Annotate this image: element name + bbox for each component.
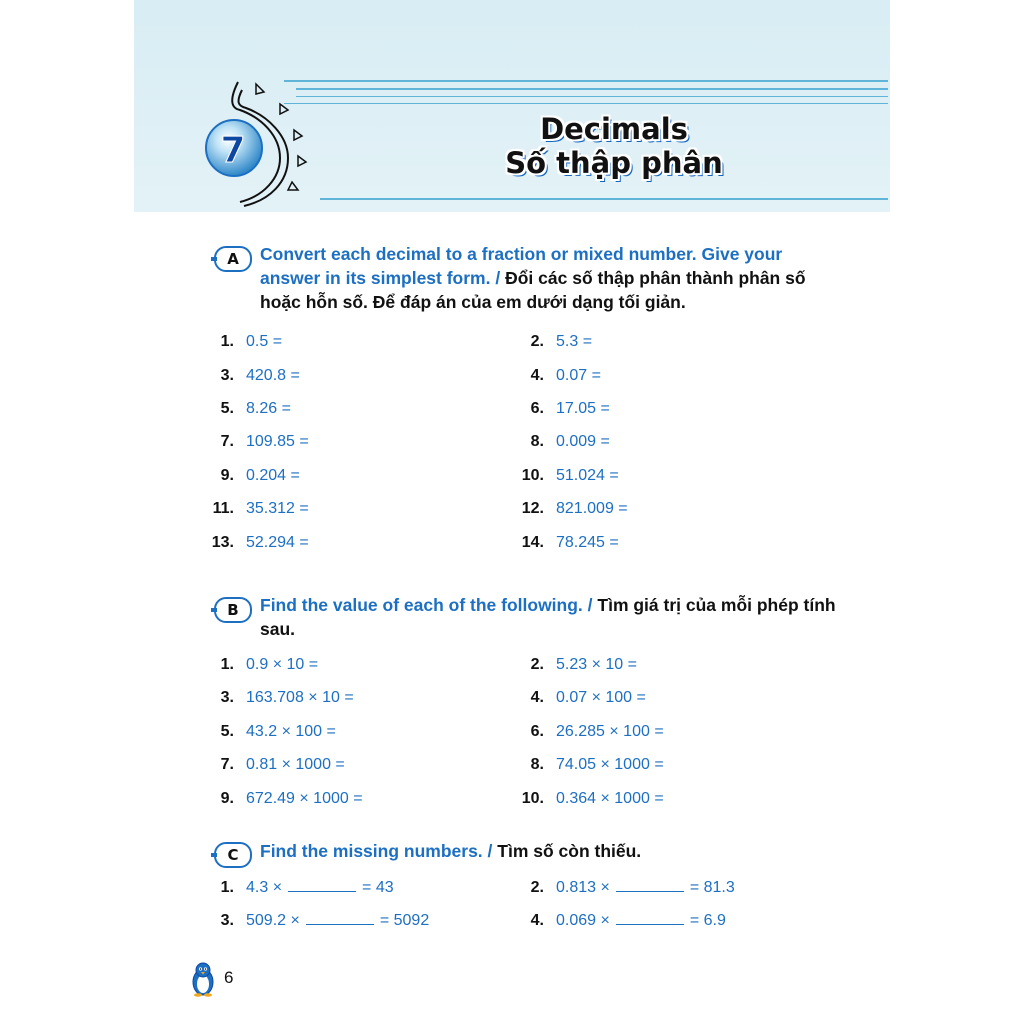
item-expression: 0.9 × 10 = xyxy=(246,656,319,673)
item-expression: 0.204 = xyxy=(246,467,300,484)
page-footer xyxy=(188,960,308,1000)
item-number: 13. xyxy=(211,534,234,551)
item-number: 1. xyxy=(220,656,234,673)
instruction-vi: Tìm số còn thiếu. xyxy=(497,841,642,861)
item-expression xyxy=(556,879,735,897)
instruction-en: Find the missing numbers. / xyxy=(260,841,493,861)
item-expression: 0.009 = xyxy=(556,433,610,450)
item-expression: 163.708 × 10 = xyxy=(246,689,354,706)
item-number: 7. xyxy=(220,756,234,773)
item-expression: 51.024 = xyxy=(556,467,619,484)
item-number: 7. xyxy=(220,433,234,450)
item-expression: 821.009 = xyxy=(556,500,628,517)
item-number: 6. xyxy=(530,723,544,740)
instruction-vi: Tìm giá trị của mỗi phép tính sau. xyxy=(260,595,836,639)
item-number: 5. xyxy=(220,400,234,417)
instruction-vi: Đổi các số thập phân thành phân số hoặc hỗn số. Để đáp án của em dưới dạng tối giản. xyxy=(260,268,806,312)
item-expression xyxy=(246,912,429,930)
header-line xyxy=(320,198,888,200)
item-expression: 672.49 × 1000 = xyxy=(246,790,363,807)
item-expression: 35.312 = xyxy=(246,500,309,517)
header-line xyxy=(284,80,888,82)
answer-blank[interactable] xyxy=(616,879,684,892)
section-c-badge: C xyxy=(214,842,252,868)
item-number: 3. xyxy=(220,689,234,706)
item-expression xyxy=(556,912,726,930)
item-expression: 78.245 = xyxy=(556,534,619,551)
item-number: 4. xyxy=(530,367,544,384)
chapter-title xyxy=(414,112,814,180)
item-number: 14. xyxy=(521,534,544,551)
section-a-badge: A xyxy=(214,246,252,272)
item-expression: 8.26 = xyxy=(246,400,291,417)
expr-right: = 81.3 xyxy=(689,879,735,896)
header-line xyxy=(284,103,888,104)
expr-left: 509.2 × xyxy=(246,912,300,929)
section-b-instruction xyxy=(260,593,840,641)
chapter-number-badge xyxy=(200,78,310,208)
header-line xyxy=(296,96,888,97)
item-expression: 0.07 = xyxy=(556,367,601,384)
item-number: 4. xyxy=(530,689,544,706)
chapter-header xyxy=(134,0,890,212)
section-b-badge: B xyxy=(214,597,252,623)
item-number: 8. xyxy=(530,756,544,773)
item-number: 8. xyxy=(530,433,544,450)
item-expression xyxy=(246,879,394,897)
page-number: 6 xyxy=(224,968,234,987)
item-expression: 109.85 = xyxy=(246,433,309,450)
item-expression: 0.5 = xyxy=(246,333,283,350)
answer-blank[interactable] xyxy=(288,879,356,892)
item-expression: 0.81 × 1000 = xyxy=(246,756,345,773)
item-number: 2. xyxy=(530,656,544,673)
item-number: 3. xyxy=(220,912,234,929)
item-expression: 52.294 = xyxy=(246,534,309,551)
item-expression: 17.05 = xyxy=(556,400,610,417)
item-expression: 26.285 × 100 = xyxy=(556,723,664,740)
penguin-icon xyxy=(188,960,218,998)
item-number: 4. xyxy=(530,912,544,929)
expr-right: = 6.9 xyxy=(689,912,726,929)
item-number: 11. xyxy=(212,500,234,517)
answer-blank[interactable] xyxy=(616,912,684,925)
header-line xyxy=(296,88,888,90)
item-expression: 0.364 × 1000 = xyxy=(556,790,664,807)
item-number: 12. xyxy=(521,500,544,517)
item-number: 5. xyxy=(220,723,234,740)
item-number: 10. xyxy=(521,790,544,807)
workbook-page xyxy=(134,0,890,1024)
section-a-instruction xyxy=(260,242,840,314)
instruction-en: Convert each decimal to a fraction or mixed number. Give your answer in its simplest form. / xyxy=(260,244,783,288)
item-expression: 5.23 × 10 = xyxy=(556,656,637,673)
item-expression: 420.8 = xyxy=(246,367,300,384)
item-number: 1. xyxy=(220,333,234,350)
item-expression: 74.05 × 1000 = xyxy=(556,756,664,773)
chapter-number: 7 xyxy=(220,130,246,171)
item-number: 6. xyxy=(530,400,544,417)
item-number: 10. xyxy=(521,467,544,484)
item-expression: 0.07 × 100 = xyxy=(556,689,646,706)
item-expression: 43.2 × 100 = xyxy=(246,723,336,740)
expr-left: 0.813 × xyxy=(556,879,610,896)
expr-left: 0.069 × xyxy=(556,912,610,929)
item-number: 9. xyxy=(220,467,234,484)
item-number: 2. xyxy=(530,333,544,350)
item-number: 2. xyxy=(530,879,544,896)
item-number: 9. xyxy=(220,790,234,807)
item-number: 3. xyxy=(220,367,234,384)
item-expression: 5.3 = xyxy=(556,333,593,350)
expr-left: 4.3 × xyxy=(246,879,283,896)
expr-right: = 43 xyxy=(362,879,394,896)
item-number: 1. xyxy=(220,879,234,896)
section-c-instruction xyxy=(260,839,840,863)
chapter-title-en: Decimals xyxy=(540,112,688,146)
chapter-title-vi: Số thập phân xyxy=(505,146,723,181)
answer-blank[interactable] xyxy=(306,912,374,925)
instruction-en: Find the value of each of the following. / xyxy=(260,595,593,615)
expr-right: = 5092 xyxy=(379,912,430,929)
